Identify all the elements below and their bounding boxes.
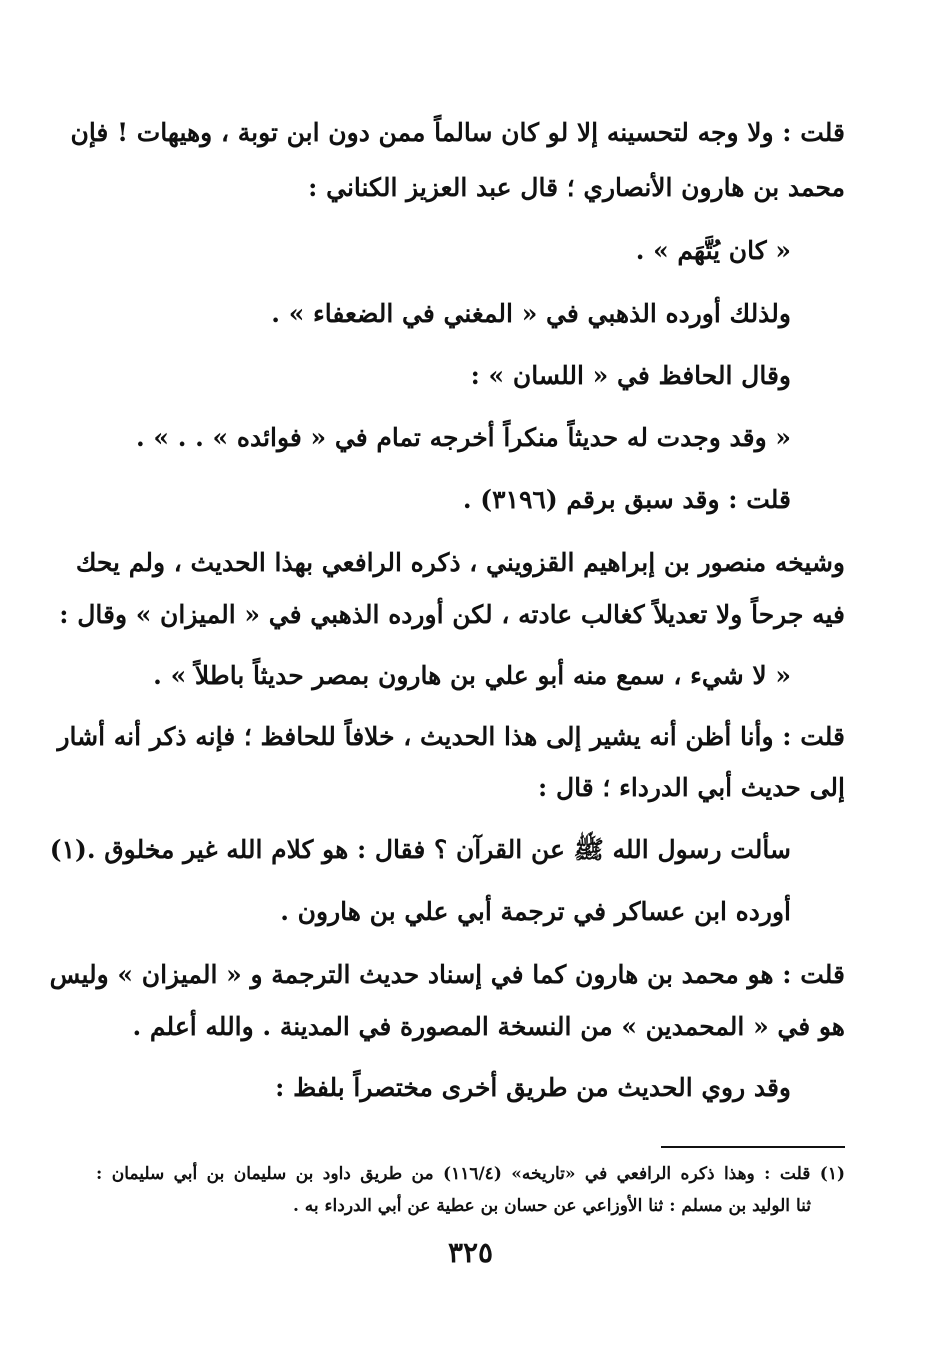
text-line: قلت : هو محمد بن هارون كما في إسناد حديث الترجمة و « الميزان » وليس: [49, 960, 845, 989]
text-line: وقال الحافظ في « اللسان » :: [470, 361, 791, 390]
text-line: « كان يُتَّهَم » .: [635, 236, 791, 265]
text-line: سألت رسول الله ﷺ عن القرآن ؟ فقال : هو كلام الله غير مخلوق .(١): [49, 835, 791, 864]
footnote-line: ثنا الوليد بن مسلم : ثنا الأوزاعي عن حسان بن عطية عن أبي الدرداء به .: [292, 1196, 811, 1216]
text-line: « وقد وجدت له حديثاً منكراً أخرجه تمام في « فوائده » . . » .: [135, 423, 791, 452]
footnote-line: (١) قلت : وهذا ذكره الرافعي في «تاريخه» (١١٦/٤) من طريق داود بن سليمان بن أبي سليمان :: [96, 1164, 845, 1184]
footnote-separator: [661, 1146, 845, 1148]
text-line: قلت : ولا وجه لتحسينه إلا لو كان سالماً ممن دون ابن توبة ، وهيهات ! فإن: [70, 118, 845, 147]
page-number: ٣٢٥: [447, 1236, 494, 1269]
text-line: قلت : وقد سبق برقم (٣١٩٦) .: [462, 485, 791, 514]
text-line: هو في « المحمدين » من النسخة المصورة في المدينة . والله أعلم .: [132, 1012, 845, 1041]
text-line: فيه جرحاً ولا تعديلاً كغالب عادته ، لكن أورده الذهبي في « الميزان » وقال :: [59, 600, 845, 629]
text-line: أورده ابن عساكر في ترجمة أبي علي بن هارون .: [280, 897, 791, 926]
text-line: وشيخه منصور بن إبراهيم القزويني ، ذكره الرافعي بهذا الحديث ، ولم يحك: [75, 548, 845, 577]
text-line: محمد بن هارون الأنصاري ؛ قال عبد العزيز الكناني :: [308, 173, 845, 202]
text-line: إلى حديث أبي الدرداء ؛ قال :: [538, 773, 845, 802]
text-line: ولذلك أورده الذهبي في « المغني في الضعفاء » .: [271, 299, 791, 328]
text-line: وقد روي الحديث من طريق أخرى مختصراً بلفظ :: [275, 1073, 791, 1102]
text-line: قلت : وأنا أظن أنه يشير إلى هذا الحديث ، خلافاً للحافظ ؛ فإنه ذكر أنه أشار: [57, 722, 845, 751]
text-line: « لا شيء ، سمع منه أبو علي بن هارون بمصر حديثاً باطلاً » .: [153, 661, 791, 690]
